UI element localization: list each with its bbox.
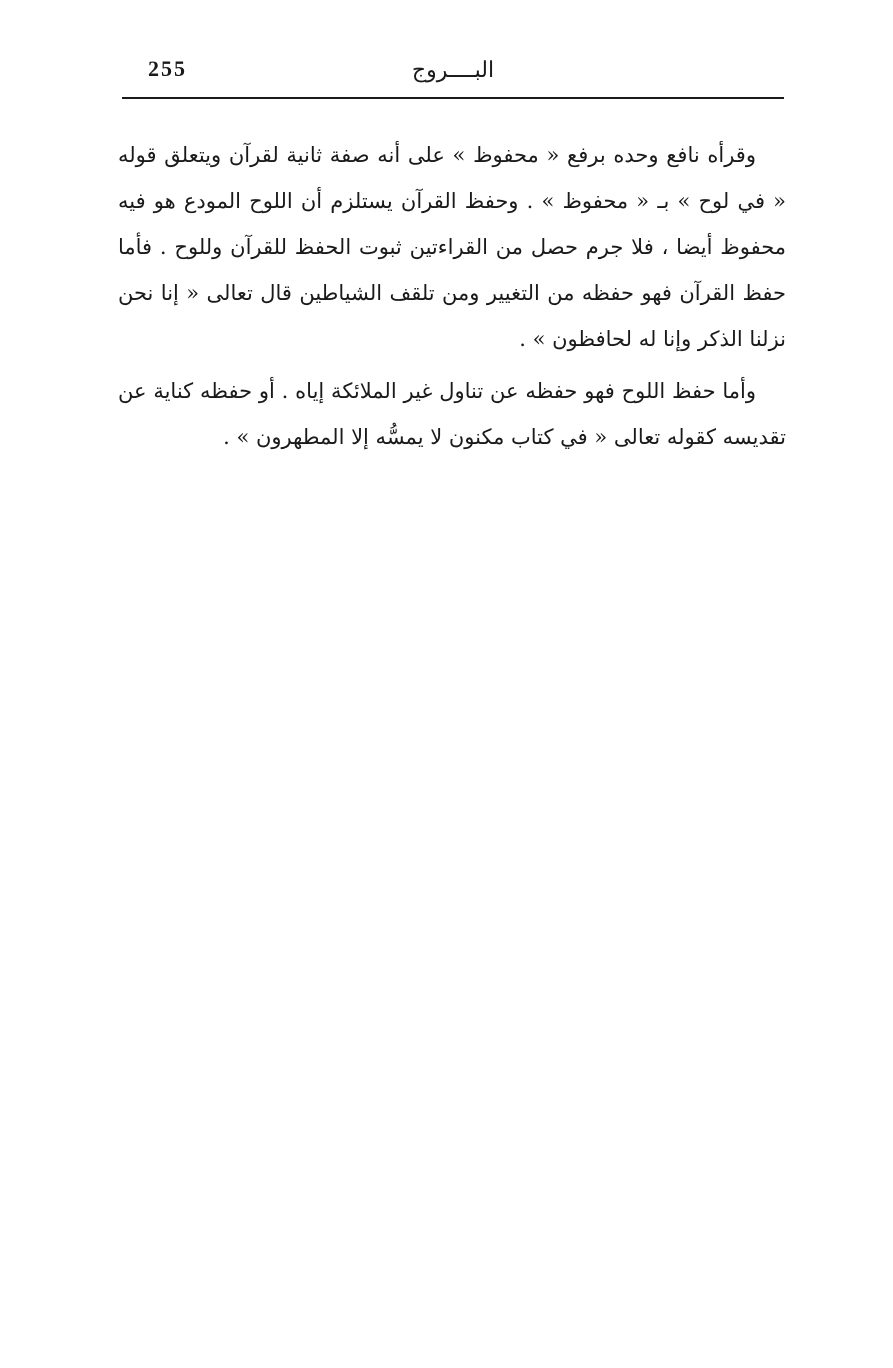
paragraph: وقرأه نافع وحده برفع « محفوظ » على أنه صفة ثانية لقرآن ويتعلق قوله « في لوح » بـ « محفوظ » . وحفظ القرآن يستلزم أن اللوح المودع هو فيه محفوظ أيضا ، فلا جرم حصل من القراءتين ثبوت الحفظ للقرآن وللوح . فأما حفظ القرآن فهو حفظه من التغيير ومن تلقف الشياطين قال تعالى « إنا نحن نزلنا الذكر وإنا له لحافظون » . bbox=[118, 143, 786, 351]
page-header bbox=[122, 52, 784, 98]
running-title: البــــروج bbox=[411, 58, 495, 83]
body-text bbox=[118, 132, 786, 460]
header-rule bbox=[122, 97, 784, 99]
page-number: 255 bbox=[148, 56, 187, 81]
paragraph: وأما حفظ اللوح فهو حفظه عن تناول غير الملائكة إياه . أو حفظه كناية عن تقديسه كقوله تعالى « في كتاب مكنون لا يمسُّه إلا المطهرون » . bbox=[118, 379, 786, 449]
